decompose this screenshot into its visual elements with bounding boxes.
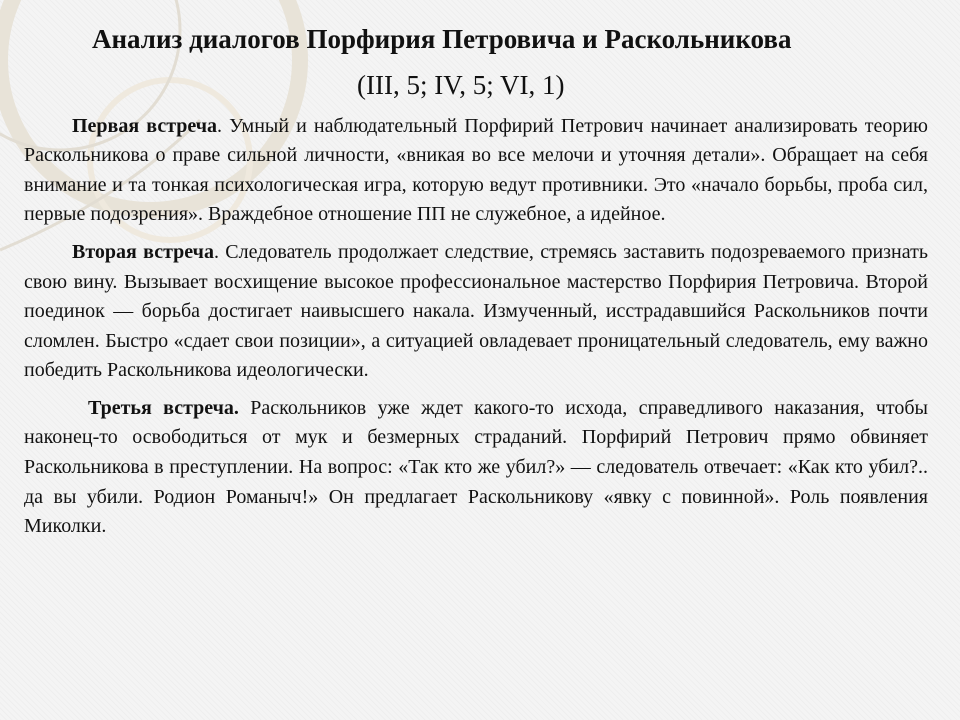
slide-subtitle: (III, 5; IV, 5; VI, 1) bbox=[357, 70, 565, 101]
paragraph-lead: Третья встреча. bbox=[88, 396, 239, 419]
paragraph-second-meeting bbox=[24, 238, 928, 386]
paragraph-lead-punct: . bbox=[217, 114, 223, 137]
paragraph-text: Раскольников уже ждет какого-то исхода, справедливого наказания, чтобы наконец-то освободиться от мук и безмерных страданий. Порфирий Петрович прямо обвиняет Раскольникова в преступлении. На вопрос: «Так кто же убил?» — следователь отвечает: «Как кто убил?.. да вы убили. Родион Романыч!» Он предлагает Раскольникову «явку с повинной». Роль появления Миколки. bbox=[24, 396, 928, 538]
slide-title: Анализ диалогов Порфирия Петровича и Раскольникова bbox=[92, 24, 792, 54]
paragraph-third-meeting bbox=[24, 394, 928, 542]
paragraph-lead-punct: . bbox=[213, 240, 219, 263]
paragraph-lead: Вторая встреча bbox=[72, 240, 214, 263]
paragraph-first-meeting bbox=[24, 112, 928, 230]
paragraph-text: Умный и наблюдательный Порфирий Петрович начинает анализировать теорию Раскольникова о праве сильной личности, «вникая во все мелочи и уточняя детали». Обращает на себя внимание и та тонкая психологическая игра, которую ведут противники. Это «начало борьбы, проба сил, первые подозрения». Враждебное отношение ПП не служебное, а идейное. bbox=[24, 114, 928, 226]
paragraph-text: Следователь продолжает следствие, стремясь заставить подозреваемого признать свою вину. Вызывает восхищение высокое профессиональное мастерство Порфирия Петровича. Второй поединок — борьба достигает наивысшего накала. Измученный, исстрадавшийся Раскольников почти сломлен. Быстро «сдает свои позиции», а ситуацией овладевает проницательный следователь, ему важно победить Раскольникова идеологически. bbox=[24, 240, 928, 382]
slide-content bbox=[24, 22, 928, 542]
paragraph-lead: Первая встреча bbox=[72, 114, 218, 137]
